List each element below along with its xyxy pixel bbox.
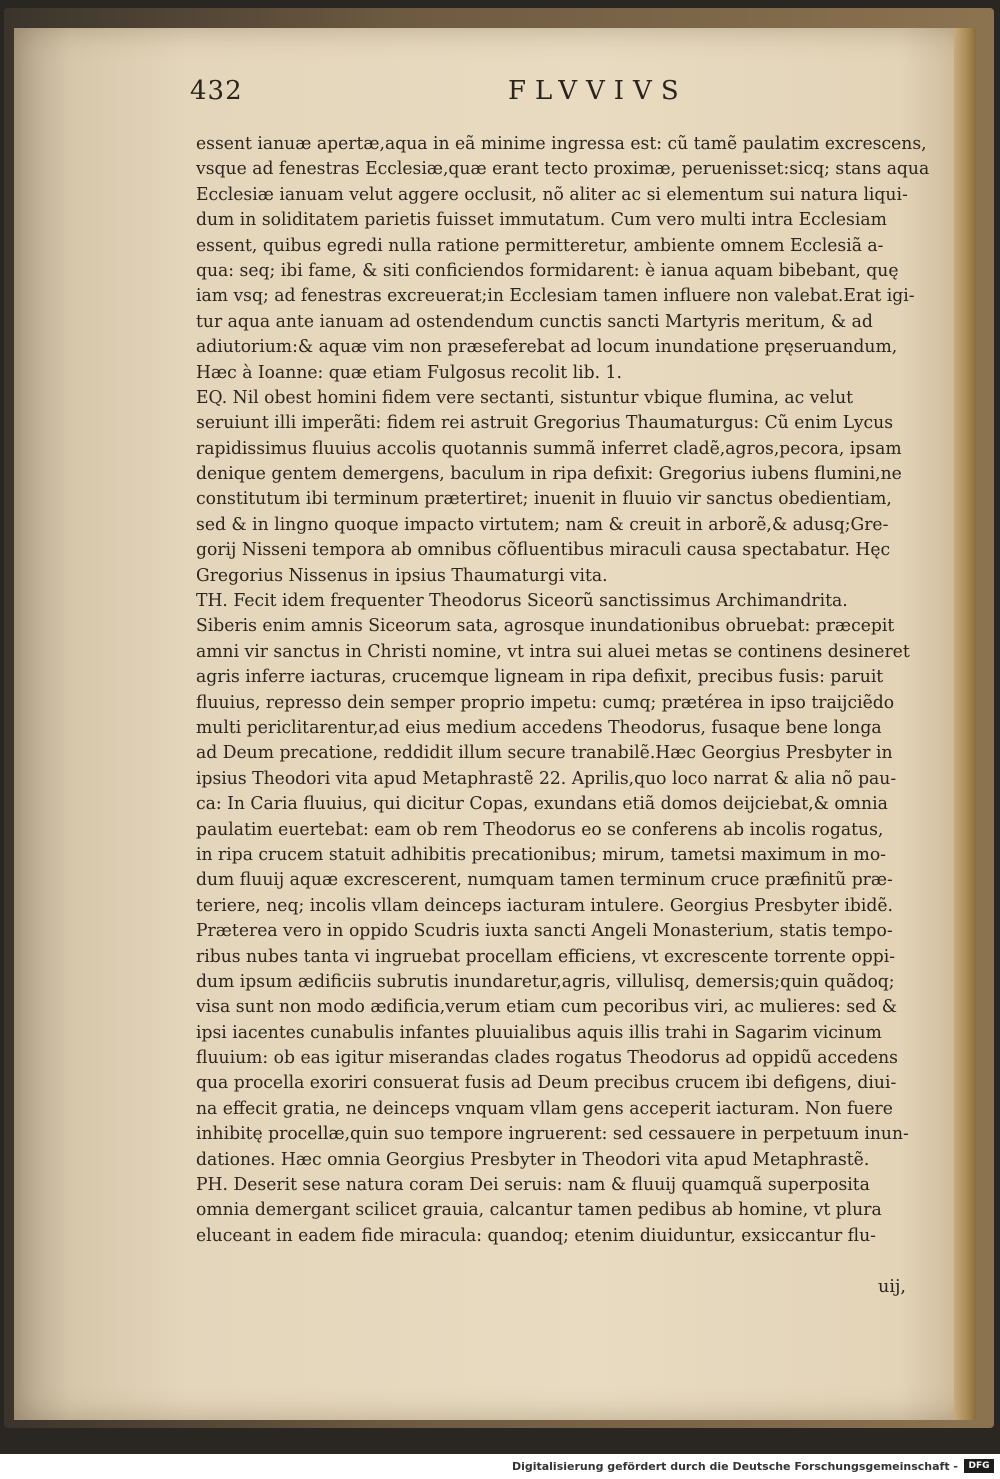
text-line: sed & in lingno quoque impacto virtutem; nam & creuit in arborẽ,& adusq;Gre-	[196, 514, 889, 535]
page-header	[190, 76, 710, 116]
text-line: Ecclesiæ ianuam velut aggere occlusit, nõ aliter ac si elementum sui natura liqui-	[196, 184, 908, 205]
text-line: PH. Deserit sese natura coram Dei seruis: nam & fluuij quamquã superposita	[196, 1175, 870, 1196]
text-line: eluceant in eadem fide miracula: quandoq; etenim diuiduntur, exsiccantur flu-	[196, 1225, 876, 1246]
text-line: agris inferre iacturas, crucemque ligneam in ripa defixit, precibus fusis: paruit	[196, 667, 884, 688]
text-line: rapidissimus fluuius accolis quotannis summã inferret cladẽ,agros,pecora, ipsam	[196, 438, 902, 459]
text-line: qua procella exoriri consuerat fusis ad Deum precibus crucem ibi defigens, diui-	[196, 1073, 897, 1094]
text-line: multi periclitarentur,ad eius medium accedens Theodorus, fusaque bene longa	[196, 717, 882, 738]
running-head: FLVVIVS	[508, 76, 688, 106]
text-line: Hæc à Ioanne: quæ etiam Fulgosus recolit lib. 1.	[196, 362, 622, 383]
text-line: ad Deum precatione, reddidit illum secure tranabilẽ.Hæc Georgius Presbyter in	[196, 743, 893, 764]
text-line: iam vsq; ad fenestras excreuerat;in Ecclesiam tamen influere non valebat.Erat igi-	[196, 286, 915, 307]
text-line: Gregorius Nissenus in ipsius Thaumaturgi vita.	[196, 565, 608, 586]
text-line: tur aqua ante ianuam ad ostendendum cunctis sancti Martyris meritum, & ad	[196, 311, 873, 332]
text-line: ca: In Caria fluuius, qui dicitur Copas, exundans etiã domos deijciebat,& omnia	[196, 794, 888, 815]
text-line: denique gentem demergens, baculum in ripa defixit: Gregorius iubens flumini,ne	[196, 464, 902, 485]
text-line: amni vir sanctus in Christi nomine, vt intra sui aluei metas se continens desineret	[196, 641, 910, 662]
catchword: uij,	[878, 1277, 907, 1297]
page-number: 432	[190, 76, 243, 106]
text-line: ipsius Theodori vita apud Metaphrastẽ 22. Aprilis,quo loco narrat & alia nõ pau-	[196, 768, 897, 789]
text-line: essent ianuæ apertæ,aqua in eã minime ingressa est: cũ tamẽ paulatim excrescens,	[196, 134, 927, 154]
text-line: na effecit gratia, ne deinceps vnquam vllam gens acceperit iacturam. Non fuere	[196, 1098, 893, 1119]
text-line: in ripa crucem statuit adhibitis precationibus; mirum, tametsi maximum in mo-	[196, 844, 886, 865]
text-line: Præterea vero in oppido Scudris iuxta sancti Angeli Monasterium, statis tempo-	[196, 921, 893, 942]
text-line: adiutorium:& aquæ vim non præseferebat ad locum inundatione pręseruandum,	[196, 337, 898, 358]
text-line: essent, quibus egredi nulla ratione permitteretur, ambiente omnem Ecclesiã a-	[196, 235, 884, 256]
dfg-logo-icon: DFG	[964, 1459, 994, 1473]
footer-bar	[0, 1454, 1000, 1479]
text-line: visa sunt non modo ædificia,verum etiam cum pecoribus viri, ac mulieres: sed &	[196, 997, 898, 1018]
text-line: ipsi iacentes cunabulis infantes pluuialibus aquis illis trahi in Sagarim vicinum	[196, 1022, 882, 1043]
text-line: paulatim euertebat: eam ob rem Theodorus eo se conferens ab incolis rogatus,	[196, 819, 884, 840]
body-text	[196, 132, 954, 1249]
text-line: inhibitę procellæ,quin suo tempore ingruerent: sed cessauere in perpetuum inun-	[196, 1124, 909, 1145]
page-binding-edge	[954, 28, 976, 1420]
text-line: seruiunt illi imperãti: fidem rei astruit Gregorius Thaumaturgus: Cũ enim Lycus	[196, 413, 894, 434]
text-line: qua: seq; ibi fame, & siti conficiendos formidarent: è ianua aquam bibebant, quę	[196, 260, 899, 281]
text-line: TH. Fecit idem frequenter Theodorus Siceorũ sanctissimus Archimandrita.	[196, 591, 848, 612]
text-line: fluuium: ob eas igitur miserandas clades rogatus Theodorus ad oppidũ accedens	[196, 1048, 898, 1069]
text-line: dum fluuij aquæ excrescerent, numquam tamen terminum cruce præfinitũ præ-	[196, 870, 893, 891]
text-line: dum ipsum ædificiis subrutis inundaretur,agris, villulisq, demersis;quin quãdoq;	[196, 971, 895, 992]
text-line: fluuius, represso dein semper proprio impetu: cumq; prætérea in ipso traijciẽdo	[196, 692, 895, 713]
text-line: Siberis enim amnis Siceorum sata, agrosque inundationibus obruebat: præcepit	[196, 616, 895, 637]
text-line: gorij Nisseni tempora ab omnibus cõfluentibus miraculi causa spectabatur. Hęc	[196, 540, 891, 561]
text-line: constitutum ibi terminum prætertiret; inuenit in fluuio vir sanctus obedientiam,	[196, 489, 892, 510]
text-line: EQ. Nil obest homini fidem vere sectanti, sistuntur vbique flumina, ac velut	[196, 387, 854, 408]
text-line: ribus nubes tanta vi ingruebat procellam efficiens, vt excrescente torrente oppi-	[196, 946, 896, 967]
text-line: dationes. Hæc omnia Georgius Presbyter in Theodori vita apud Metaphrastẽ.	[196, 1149, 870, 1170]
text-line: vsque ad fenestras Ecclesiæ,quæ erant tecto proximæ, peruenisset:sicq; stans aqua	[196, 159, 930, 180]
text-line: omnia demergant scilicet grauia, calcantur tamen pedibus ab homine, vt plura	[196, 1200, 882, 1221]
text-line: teriere, neq; incolis vllam deinceps iacturam intulere. Georgius Presbyter ibidẽ.	[196, 895, 893, 916]
funding-credit: Digitalisierung gefördert durch die Deutsche Forschungsgemeinschaft -	[511, 1460, 958, 1473]
text-line: dum in soliditatem parietis fuisset immutatum. Cum vero multi intra Ecclesiam	[196, 210, 887, 231]
